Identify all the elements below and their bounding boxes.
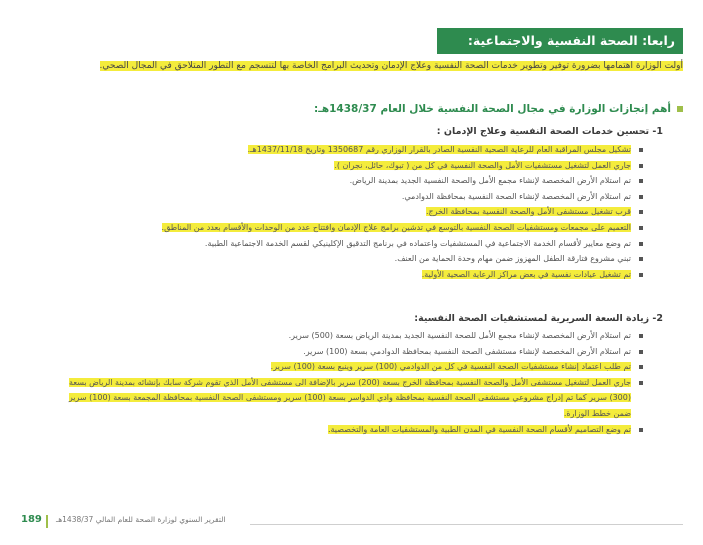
section1-heading: 1- تحسين خدمات الصحة النفسية وعلاج الإدمان :	[436, 126, 663, 137]
section-banner	[437, 28, 683, 54]
section2-list	[60, 328, 643, 437]
achievements-heading-text: أهم إنجازات الوزارة في مجال الصحة النفسية خلال العام 1438/37هـ:	[314, 103, 671, 115]
list-item: تم استلام الأرض المخصصة لإنشاء مستشفى الصحة النفسية بمحافظة الدوادمي بسعة (100) سرير.	[60, 344, 643, 360]
footer-rule	[250, 524, 683, 525]
achievements-heading	[270, 103, 683, 115]
list-item: تم طلب اعتماد إنشاء مستشفيات الصحة النفسية في كل من الدوادمي (100) سرير وينبع بسعة (100) سرير.	[60, 359, 643, 375]
section1-list	[60, 142, 643, 282]
footer-divider	[46, 515, 48, 528]
list-item: تم استلام الأرض المخصصة لإنشاء مجمع الأمل والصحة النفسية الجديد بمدينة الرياض.	[60, 173, 643, 189]
list-item: تم وضع معايير لأقسام الخدمة الاجتماعية في المستشفيات واعتماده في برنامج التدقيق الإكلينيكي لقسم الخدمة الاجتماعية الطبية.	[60, 236, 643, 252]
list-item: قرب تشغيل مستشفى الأمل والصحة النفسية بمحافظة الخرج.	[60, 204, 643, 220]
page-footer	[10, 514, 693, 530]
intro-text: أولت الوزارة اهتمامها بضرورة توفير وتطوير خدمات الصحة النفسية وعلاج الإدمان وتحديث البرامج الخاصة بها لتنسجم مع التطور المتلاحق في المجال الصحي.	[99, 61, 683, 71]
list-item: جاري العمل لتشغيل مستشفى الأمل والصحة النفسية بمحافظة الخرج بسعة (200) سرير بالإضافة الى مستشفى الأمل الذي تقوم شركة سابك بإنشائه بمدينة الرياض بسعة (300) سرير كما تم إدراج مشروعي مستشفى الصحة النفسية بمحافظة وادي الدواسر بسعة (100) سرير ومستشفى الصحة النفسية بمحافظة المجمعة بسعة (100) سرير ضمن خطط الوزارة.	[60, 375, 643, 422]
intro-paragraph	[55, 58, 683, 74]
list-item: تم تشغيل عيادات نفسية في بعض مراكز الرعاية الصحية الأولية.	[60, 267, 643, 283]
list-item: تشكيل مجلس المراقبة العام للرعاية الصحية النفسية الصادر بالقرار الوزاري رقم 1350687 وتاريخ 1437/11/18هـ.	[60, 142, 643, 158]
list-item: تم وضع التصاميم لأقسام الصحة النفسية في المدن الطبية والمستشفيات العامة والتخصصية.	[60, 422, 643, 438]
footer-report-title: التقرير السنوي لوزارة الصحة للعام المالي 1438/37هـ	[56, 515, 226, 524]
list-item: تبني مشروع فتارقة الطفل المهزوز ضمن مهام وحدة الحماية من العنف.	[60, 251, 643, 267]
list-item: تم استلام الأرض المخصصة لإنشاء الصحة النفسية بمحافظة الدوادمي.	[60, 189, 643, 205]
list-item: التعميم على مجمعات ومستشفيات الصحة النفسية بالتوسع في تدشين برامج علاج الإدمان وافتتاح عدد من الوحدات والأقسام بعدد من المناطق.	[60, 220, 643, 236]
list-item: جاري العمل لتشغيل مستشفيات الأمل والصحة النفسية في كل من ( تبوك، حائل، نجران ).	[60, 158, 643, 174]
section-title: رابعا: الصحة النفسية والاجتماعية:	[467, 33, 675, 48]
list-item: تم استلام الأرض المخصصة لإنشاء مجمع الأمل للصحة النفسية الجديد بمدينة الرياض بسعة (500) سرير.	[60, 328, 643, 344]
page-number: 189	[21, 514, 42, 525]
section2-heading: 2- زيادة السعة السريرية لمستشفيات الصحة النفسية:	[414, 313, 663, 324]
square-bullet-icon	[677, 106, 683, 112]
